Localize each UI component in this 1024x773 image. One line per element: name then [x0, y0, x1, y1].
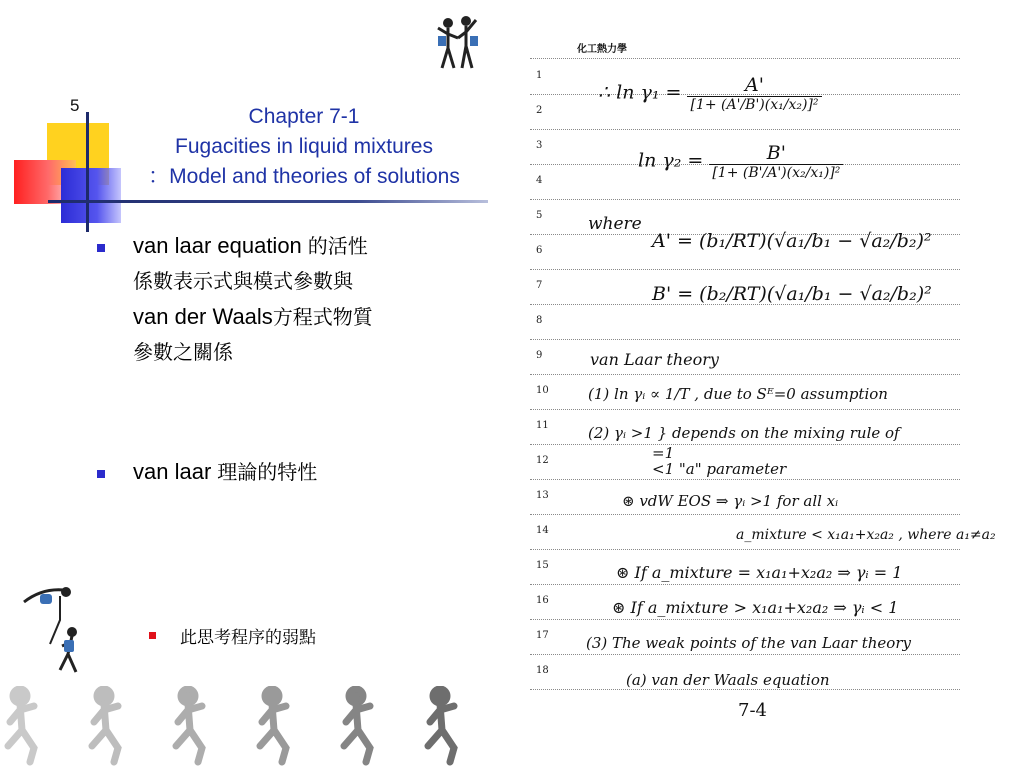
line-number: 9 [536, 350, 543, 361]
eq2-denominator: [1+ (B'/A')(x₂/x₁)]² [712, 165, 841, 181]
eq-ln-gamma2 [638, 142, 843, 181]
line-number: 7 [536, 280, 543, 291]
note-line-18: (a) van der Waals equation [626, 671, 830, 689]
note-line-12a: =1 [652, 444, 675, 462]
line-number: 18 [536, 665, 549, 676]
line-number: 4 [536, 175, 543, 186]
two-people-clipart-icon [432, 14, 484, 74]
ruled-line [530, 374, 960, 375]
ruled-line [530, 444, 960, 445]
line-number: 12 [536, 455, 549, 466]
ruled-line [530, 479, 960, 480]
eq1-fraction [687, 74, 821, 113]
note-line-12b: <1 "a" parameter [652, 460, 787, 478]
bullet-marker [97, 470, 105, 478]
title-line-3: ：Model and theories of solutions [148, 165, 460, 188]
line-number: 2 [536, 105, 543, 116]
sub-bullet-marker [149, 632, 156, 639]
ruled-line [530, 514, 960, 515]
slide-title [118, 102, 490, 192]
eq1-numerator: A' [687, 74, 821, 97]
ruled-line [530, 339, 960, 340]
line-number: 16 [536, 595, 549, 606]
ruled-line [530, 58, 960, 59]
eq2-numerator: B' [709, 142, 843, 165]
bullet-1-line3-latin: van der Waals [133, 304, 273, 329]
eq2-lhs: ln γ₂ = [638, 149, 704, 172]
deco-vertical-line [86, 112, 89, 232]
eq-a-prime: A' = (b₁/RT)(√a₁/b₁ − √a₂/b₂)² [652, 230, 932, 252]
ruled-line [530, 549, 960, 550]
line-number: 10 [536, 385, 549, 396]
eq1-denominator: [1+ (A'/B')(x₁/x₂)]² [690, 97, 819, 113]
note-line-16: ⊛ If a_mixture > x₁a₁+x₂a₂ ⇒ γᵢ < 1 [612, 598, 899, 617]
bullet-1-cjk: 的活性 [307, 234, 368, 258]
note-line-11: (2) γᵢ >1 } depends on the mixing rule of [588, 424, 900, 442]
note-line-17: (3) The weak points of the van Laar theory [586, 634, 911, 652]
ruled-line [530, 584, 960, 585]
line-number: 14 [536, 525, 549, 536]
bullet-2-latin: van laar [133, 459, 212, 484]
notes-page-number: 7-4 [738, 700, 767, 721]
note-line-14: a_mixture < x₁a₁+x₂a₂ , where a₁≠a₂ [736, 527, 996, 543]
line-number: 17 [536, 630, 549, 641]
line-number: 3 [536, 140, 543, 151]
line-number: 8 [536, 315, 543, 326]
eq-ln-gamma1 [598, 74, 822, 113]
where-label: where [588, 214, 642, 234]
title-line-1: Chapter 7-1 [248, 105, 360, 128]
ruled-line [530, 129, 960, 130]
slide-number: 5 [70, 96, 80, 115]
ruled-line [530, 269, 960, 270]
ruled-line [530, 654, 960, 655]
bullet-1-line2: 係數表示式與模式參數與 [133, 269, 353, 293]
eq-b-prime: B' = (b₂/RT)(√a₁/b₁ − √a₂/b₂)² [652, 283, 932, 305]
line-number: 13 [536, 490, 549, 501]
note-line-9: van Laar theory [590, 350, 719, 369]
bullet-1-line3-cjk: 方程式物質 [272, 305, 373, 329]
sub-bullet-weak-points: 此思考程序的弱點 [180, 628, 316, 648]
title-line-2: Fugacities in liquid mixtures [175, 135, 433, 158]
bullet-1-line4: 參數之關係 [133, 340, 233, 364]
line-number: 5 [536, 210, 543, 221]
line-number: 15 [536, 560, 549, 571]
notes-header: 化工熱力學 [577, 44, 627, 55]
bullet-1-latin: van laar equation [133, 233, 302, 258]
eq1-lhs: ∴ ln γ₁ = [598, 81, 682, 104]
ruled-line [530, 199, 960, 200]
bullet-marker [97, 244, 105, 252]
bullet-van-laar-properties [133, 454, 463, 490]
title-underline [48, 200, 488, 203]
note-line-15: ⊛ If a_mixture = x₁a₁+x₂a₂ ⇒ γᵢ = 1 [616, 563, 903, 582]
bullet-van-laar-equation [133, 228, 463, 370]
eq2-fraction [709, 142, 843, 181]
walking-figures-row [0, 686, 500, 768]
ruled-line [530, 689, 960, 690]
ruled-line [530, 409, 960, 410]
climbers-clipart-icon [20, 584, 84, 676]
bullet-2-cjk: 理論的特性 [217, 460, 318, 484]
ruled-line [530, 619, 960, 620]
note-line-13: ⊛ vdW EOS ⇒ γᵢ >1 for all xᵢ [622, 492, 839, 510]
deco-blue-square [61, 168, 121, 223]
line-number: 6 [536, 245, 543, 256]
walking-figures-icon [0, 686, 500, 768]
line-number: 1 [536, 70, 543, 81]
line-number: 11 [536, 420, 549, 431]
note-line-10: (1) ln γᵢ ∝ 1/T , due to Sᴱ=0 assumption [588, 385, 888, 403]
